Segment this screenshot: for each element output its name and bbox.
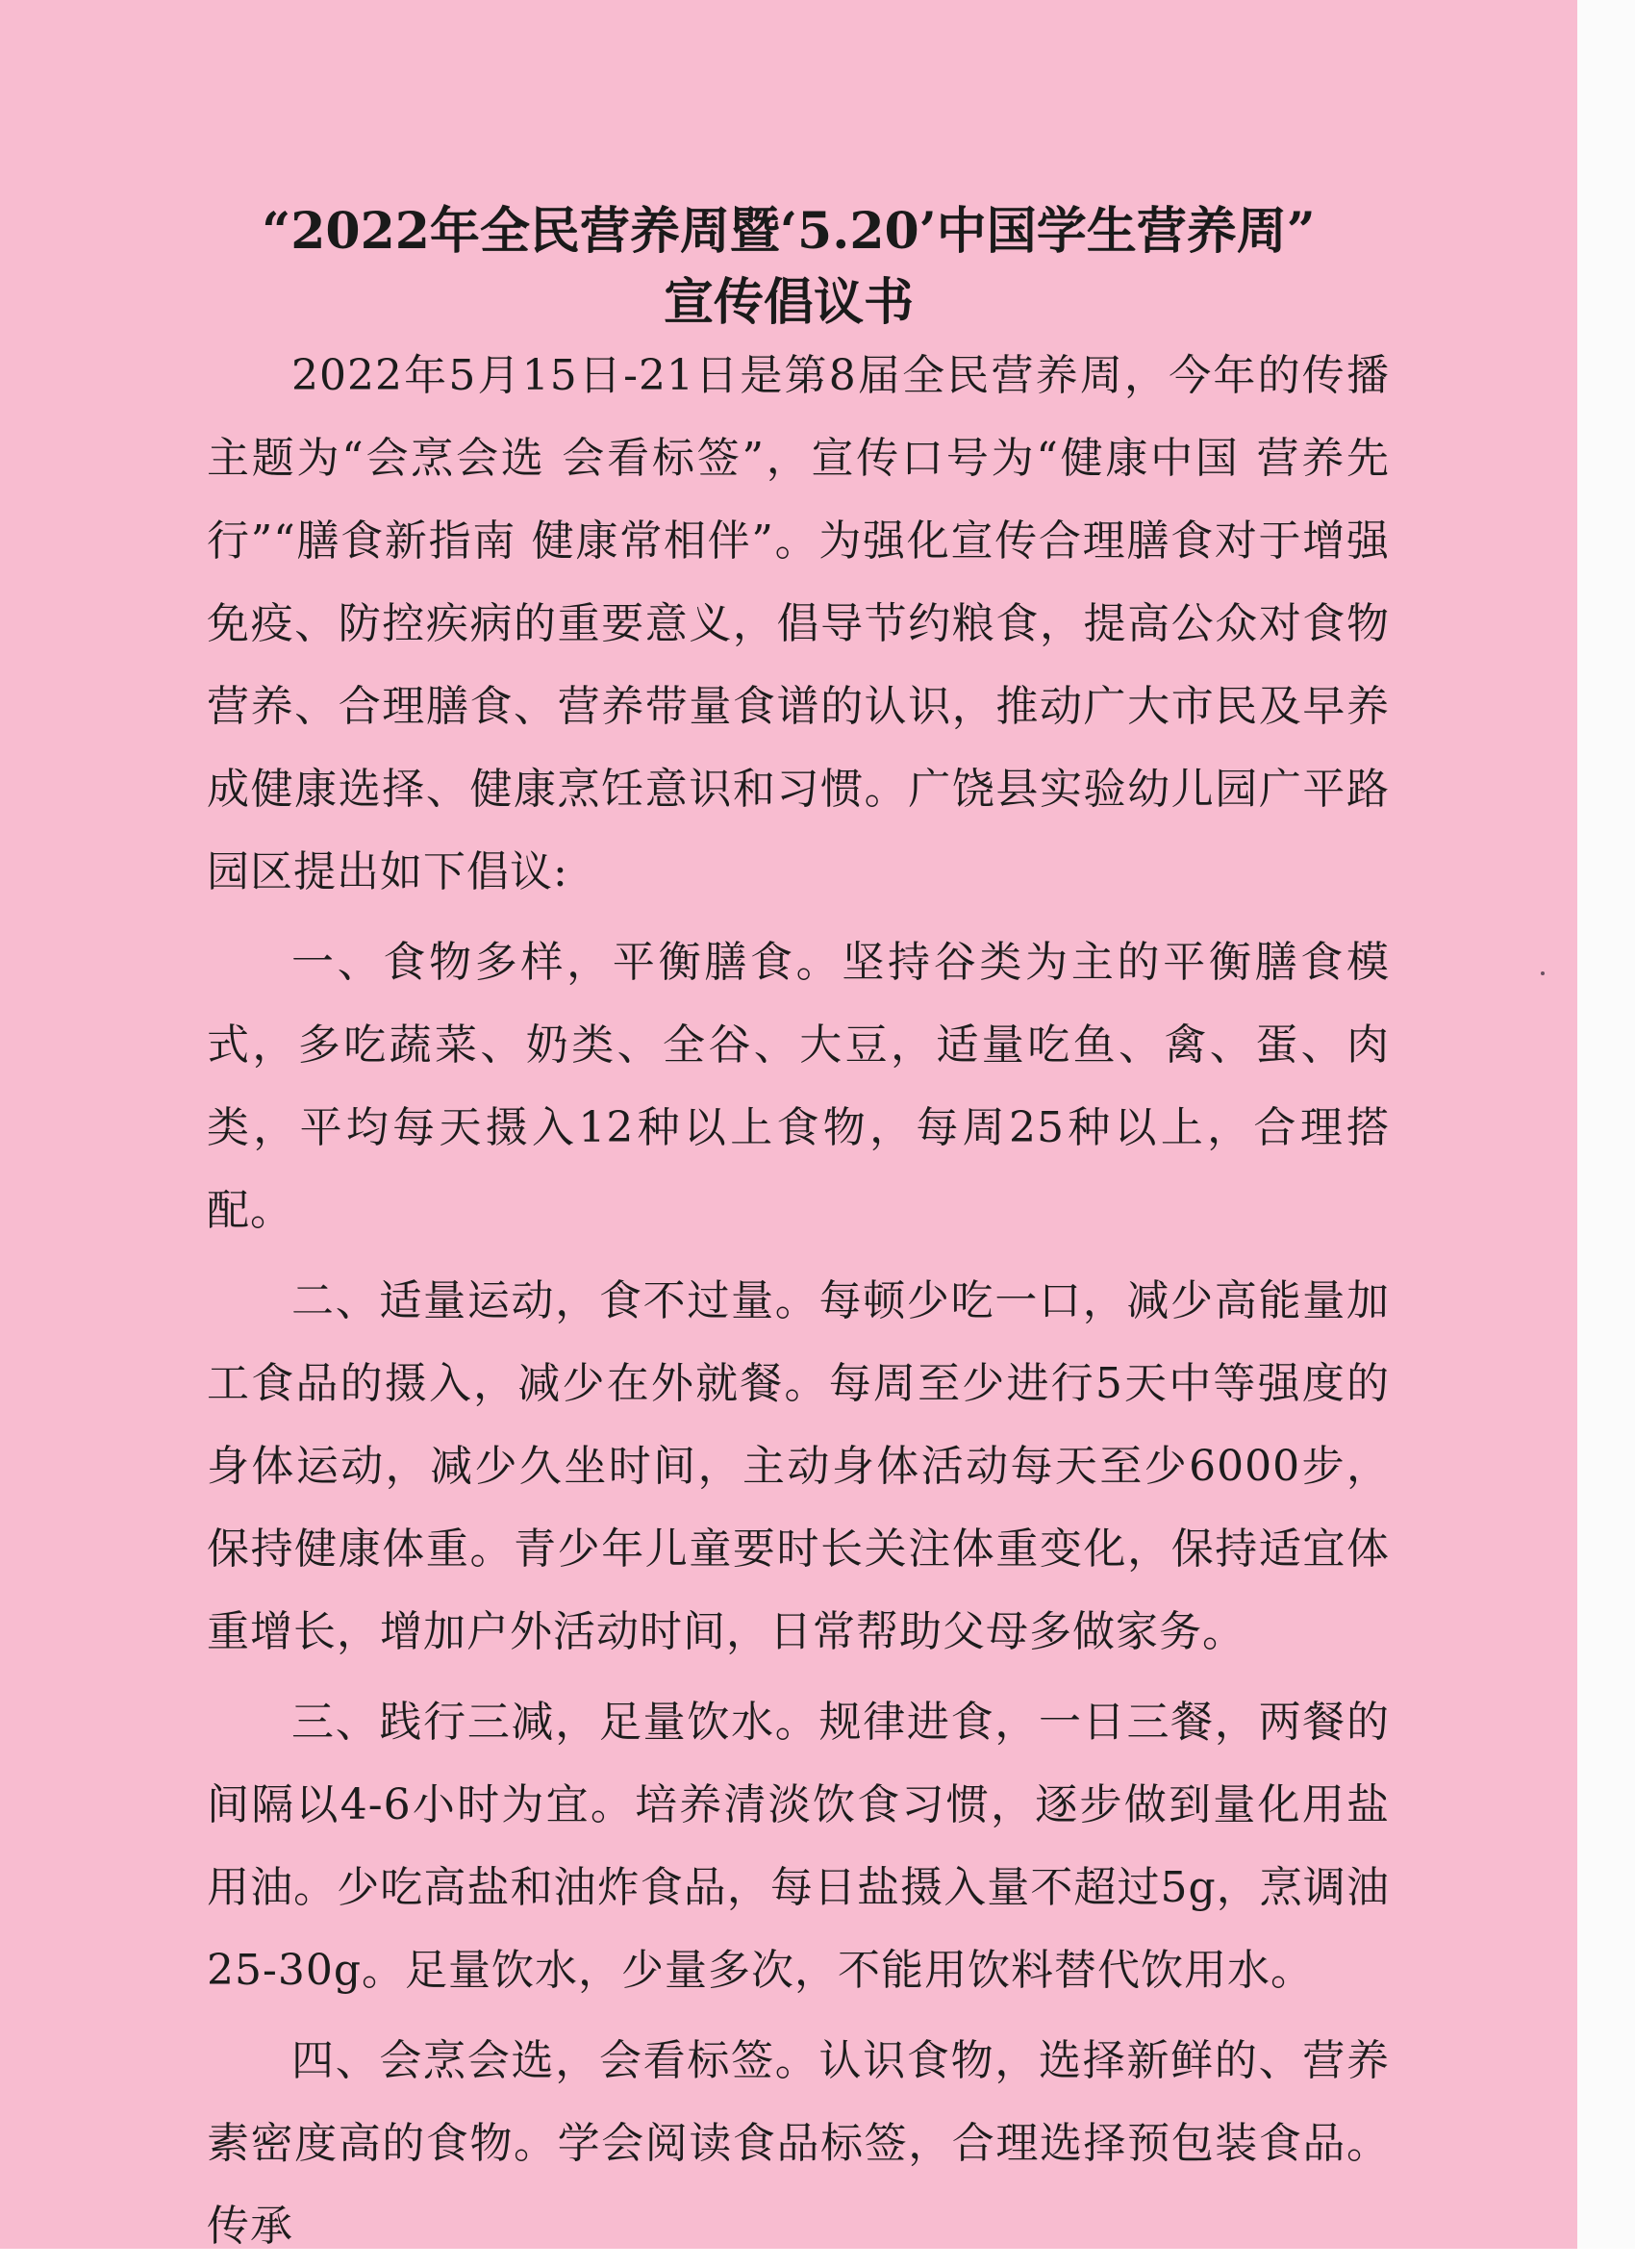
- paragraph-intro: 2022年5月15日-21日是第8届全民营养周，今年的传播主题为“会烹会选 会看标签”，宣传口号为“健康中国 营养先行”“膳食新指南 健康常相伴”。为强化宣传合理膳食对于增强免疫、防控疾病的重要意义，倡导节约粮食，提高公众对食物营养、合理膳食、营养带量食谱的认识，推动广大市民及早养成健康选择、健康烹饪意识和习惯。广饶县实验幼儿园广平路园区提出如下倡议:: [207, 351, 1390, 896]
- paragraph-item-2: 二、适量运动，食不过量。每顿少吃一口，减少高能量加工食品的摄入，减少在外就餐。每周至少进行5天中等强度的身体运动，减少久坐时间，主动身体活动每天至少6000步，保持健康体重。青少年儿童要时长关注体重变化，保持适宜体重增长，增加户外活动时间，日常帮助父母多做家务。: [207, 1276, 1390, 1656]
- scan-speck: [1541, 971, 1545, 975]
- document-title-line-1: “2022年全民营养周暨‘5.20’中国学生营养周”: [262, 202, 1316, 261]
- paragraph-item-3: 三、践行三减，足量饮水。规律进食，一日三餐，两餐的间隔以4-6小时为宜。培养清淡饮食习惯，逐步做到量化用盐用油。少吃高盐和油炸食品，每日盐摄入量不超过5g，烹调油25-30g。足量饮水，少量多次，不能用饮料替代饮用水。: [207, 1698, 1390, 1995]
- scan-margin: [1577, 0, 1635, 2249]
- paragraph-item-4: 四、会烹会选，会看标签。认识食物，选择新鲜的、营养素密度高的食物。学会阅读食品标签，合理选择预包装食品。传承: [207, 2036, 1390, 2251]
- paragraph-item-1: 一、食物多样，平衡膳食。坚持谷类为主的平衡膳食模式，多吃蔬菜、奶类、全谷、大豆，适量吃鱼、禽、蛋、肉类，平均每天摄入12种以上食物，每周25种以上，合理搭配。: [207, 938, 1390, 1235]
- document-title-line-2: 宣传倡议书: [663, 273, 914, 332]
- document-body: [207, 335, 1390, 2268]
